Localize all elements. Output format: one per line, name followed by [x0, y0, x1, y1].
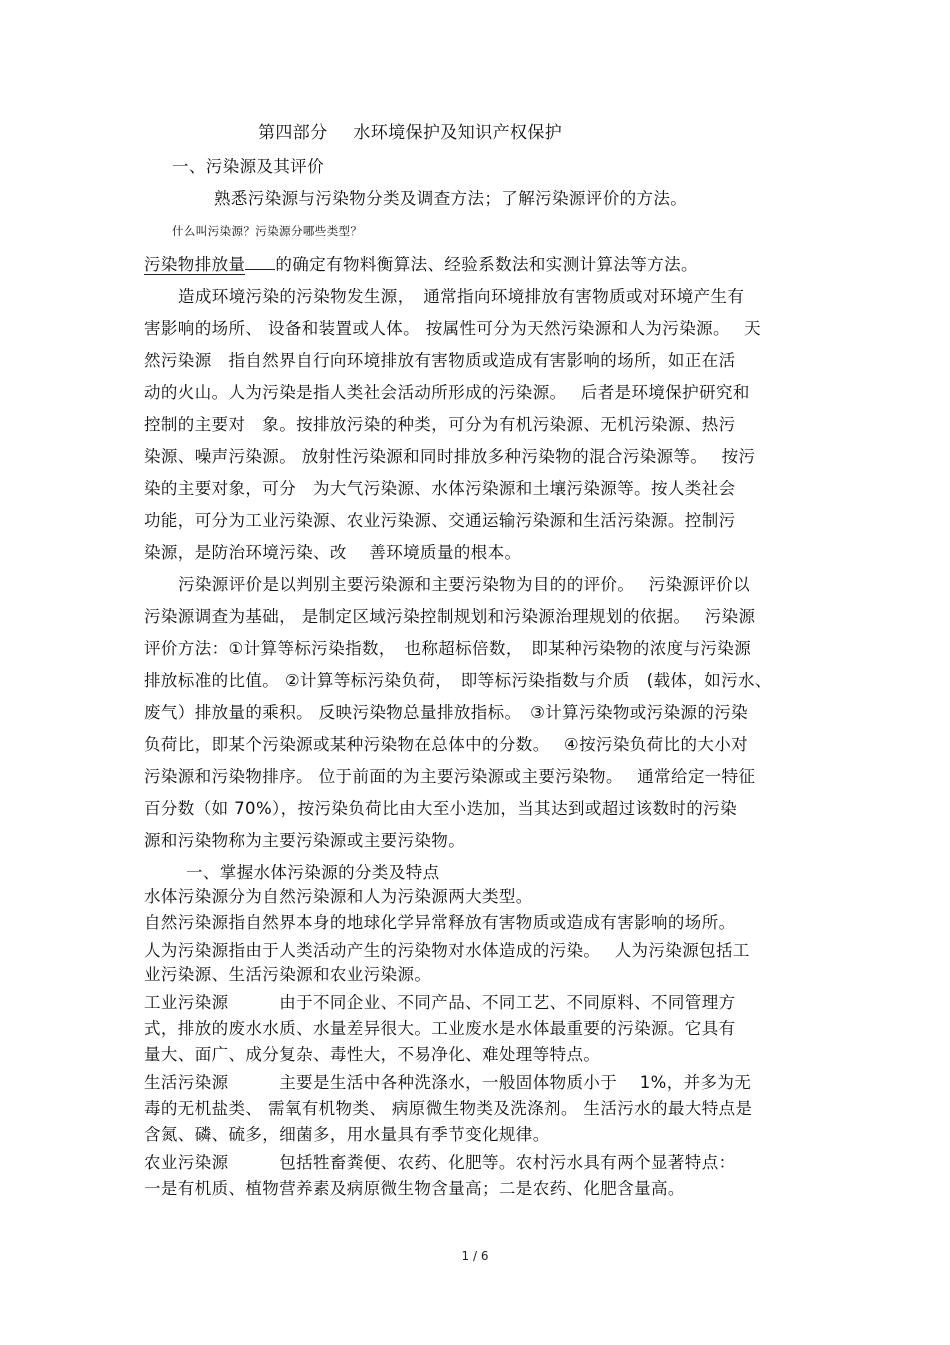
paragraph-line: 水体污染源分为自然污染源和人为污染源两大类型。: [144, 887, 533, 906]
paragraph-line: 废气）排放量的乘积。 反映污染物总量排放指标。 ③计算污染物或污染源的污染: [144, 703, 749, 722]
section-heading-water-pollution: 一、掌握水体污染源的分类及特点: [186, 863, 440, 882]
paragraph-line: 业污染源、生活污染源和农业污染源。: [144, 965, 432, 984]
underline-gap: [245, 269, 275, 270]
paragraph-line: 生活污染源 主要是生活中各种洗涤水，一般固体物质小于 1%，并多为无: [144, 1073, 752, 1092]
paragraph-line: 污染源调查为基础， 是制定区域污染控制规划和污染源治理规划的依据。 污染源: [144, 607, 756, 626]
section-heading-pollution-sources: 一、污染源及其评价: [172, 157, 325, 176]
paragraph-line: 污染源评价是以判别主要污染源和主要污染物为目的的评价。 污染源评价以: [178, 575, 750, 594]
paragraph-line: 负荷比，即某个污染源或某种污染物在总体中的分数。 ④按污染负荷比的大小对: [144, 735, 749, 754]
paragraph-line: 动的火山。人为污染是指人类社会活动所形成的污染源。 后者是环境保护研究和: [144, 383, 750, 402]
paragraph-line: 染源，是防治环境污染、改 善环境质量的根本。: [144, 543, 522, 562]
paragraph-line: 自然污染源指自然界本身的地球化学异常释放有害物质或造成有害影响的场所。: [144, 913, 736, 932]
page-number: 1 / 6: [461, 1249, 489, 1263]
page-title: 第四部分 水环境保护及知识产权保护: [258, 123, 563, 143]
paragraph-line: 染源、噪声污染源。 放射性污染源和同时排放多种污染物的混合污染源等。 按污: [144, 447, 756, 466]
paragraph-line: 人为污染源指由于人类活动产生的污染物对水体造成的污染。 人为污染源包括工: [144, 941, 750, 960]
paragraph-line: 量大、面广、成分复杂、毒性大，不易净化、难处理等特点。: [144, 1045, 601, 1064]
paragraph-line: 工业污染源 由于不同企业、不同产品、不同工艺、不同原料、不同管理方: [144, 993, 736, 1012]
emission-term: 污染物排放量: [144, 255, 246, 274]
paragraph-line: 评价方法：①计算等标污染指数， 也称超标倍数， 即某种污染物的浓度与污染源: [144, 639, 752, 658]
paragraph-line: 排放标准的比值。 ②计算等标污染负荷， 即等标污染指数与介质 (载体，如污水、: [144, 671, 772, 690]
learning-requirement: 熟悉污染源与污染物分类及调查方法；了解污染源评价的方法。: [214, 189, 688, 208]
paragraph-line: 农业污染源 包括牲畜粪便、农药、化肥等。农村污水具有两个显著特点：: [144, 1153, 736, 1172]
paragraph-line: 含氮、磷、硫多，细菌多，用水量具有季节变化规律。: [144, 1125, 550, 1144]
paragraph-line: 百分数（如 70%），按污染负荷比由大至小迭加，当其达到或超过该数时的污染: [144, 799, 737, 818]
paragraph-line: 造成环境污染的污染物发生源， 通常指向环境排放有害物质或对环境产生有: [178, 287, 745, 306]
paragraph-line: 源和污染物称为主要污染源或主要污染物。: [144, 831, 466, 850]
emission-rest: 的确定有物料衡算法、经验系数法和实测计算法等方法。: [275, 255, 698, 274]
paragraph-line: 毒的无机盐类、 需氧有机物类、 病原微生物类及洗涤剂。 生活污水的最大特点是: [144, 1099, 753, 1118]
paragraph-line: 染的主要对象，可分 为大气污染源、水体污染源和土壤污染源等。按人类社会: [144, 479, 736, 498]
paragraph-line: 然污染源 指自然界自行向环境排放有害物质或造成有害影响的场所，如正在活: [144, 351, 736, 370]
emission-line: [144, 254, 698, 276]
paragraph-line: 一是有机质、植物营养素及病原微生物含量高；二是农药、化肥含量高。: [144, 1179, 685, 1198]
paragraph-line: 污染源和污染物排序。 位于前面的为主要污染源或主要污染物。 通常给定一特征: [144, 767, 756, 786]
paragraph-line: 功能，可分为工业污染源、农业污染源、交通运输污染源和生活污染源。控制污: [144, 511, 736, 530]
paragraph-line: 式，排放的废水水质、水量差异很大。工业废水是水体最重要的污染源。它具有: [144, 1019, 736, 1038]
study-question: 什么叫污染源？污染源分哪些类型？: [172, 224, 363, 238]
paragraph-line: 害影响的场所、 设备和装置或人体。 按属性可分为天然污染源和人为污染源。 天: [144, 319, 762, 338]
paragraph-line: 控制的主要对 象。按排放污染的种类，可分为有机污染源、无机污染源、热污: [144, 415, 736, 434]
